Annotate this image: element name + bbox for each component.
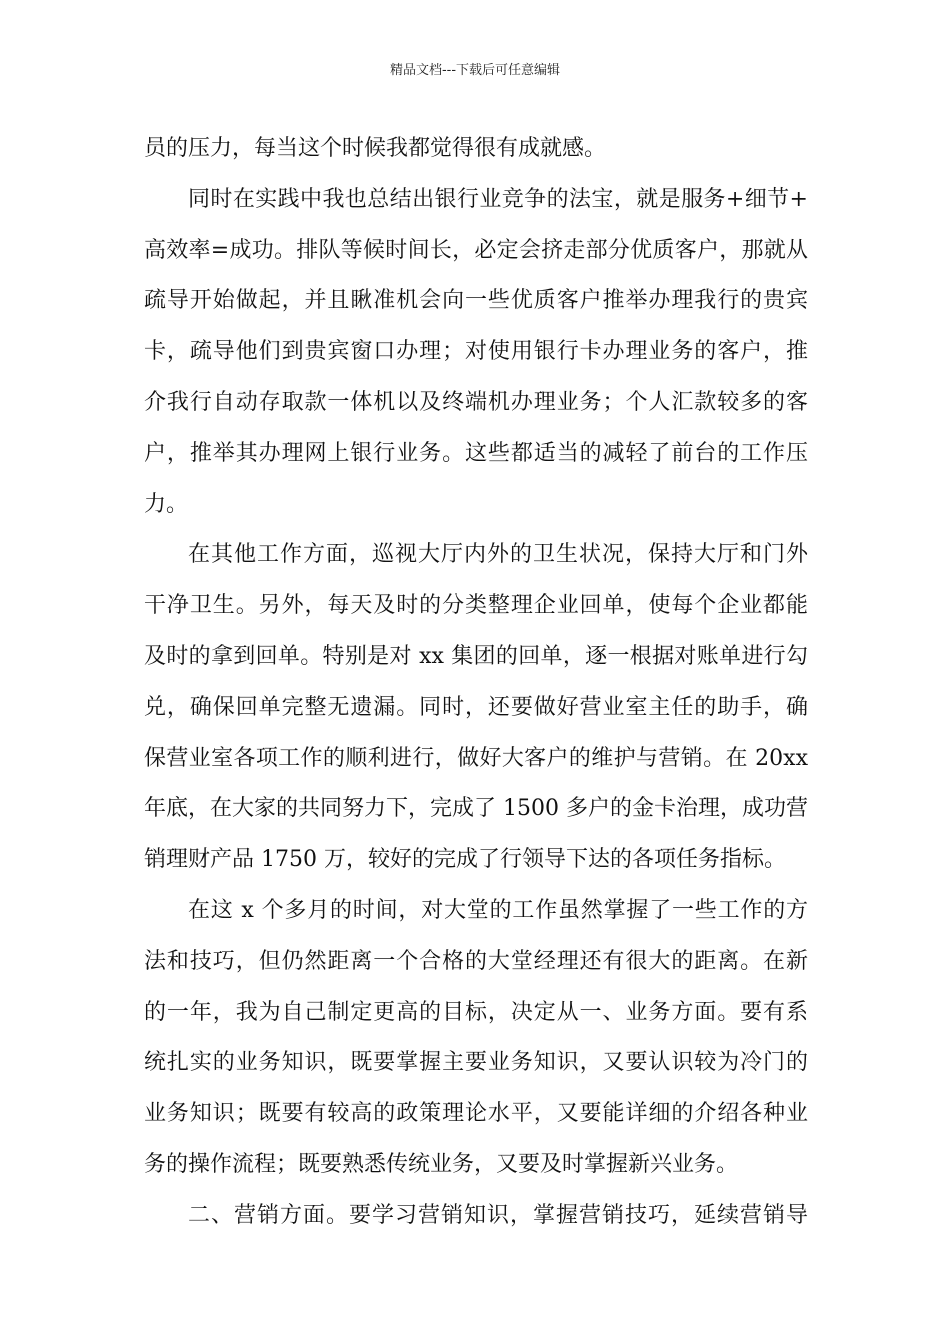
text-line: 务的操作流程；既要熟悉传统业务，又要及时掌握新兴业务。 <box>144 1151 739 1177</box>
text-line: 销理财产品 1750 万，较好的完成了行领导下达的各项任务指标。 <box>144 847 786 873</box>
text-line: 的一年，我为自己制定更高的目标，决定从一、业务方面。要有系 <box>144 999 808 1025</box>
text-line: 业务知识；既要有较高的政策理论水平，又要能详细的介绍各种业 <box>144 1101 808 1127</box>
document-body <box>144 124 808 1242</box>
text-line: 兑，确保回单完整无遗漏。同时，还要做好营业室主任的助手，确 <box>144 694 808 720</box>
page-header: 精品文档---下载后可任意编辑 <box>389 63 561 78</box>
text-line: 同时在实践中我也总结出银行业竞争的法宝，就是服务+细节+ <box>188 186 808 212</box>
text-line: 高效率=成功。排队等候时间长，必定会挤走部分优质客户，那就从 <box>144 237 808 263</box>
text-line: 法和技巧，但仍然距离一个合格的大堂经理还有很大的距离。在新 <box>144 948 808 974</box>
text-line: 统扎实的业务知识，既要掌握主要业务知识，又要认识较为冷门的 <box>144 1050 808 1076</box>
text-line: 在这 x 个多月的时间，对大堂的工作虽然掌握了一些工作的方 <box>188 897 808 923</box>
text-line: 在其他工作方面，巡视大厅内外的卫生状况，保持大厅和门外 <box>188 542 808 568</box>
text-line: 疏导开始做起，并且瞅准机会向一些优质客户推举办理我行的贵宾 <box>144 288 808 314</box>
text-line: 员的压力，每当这个时候我都觉得很有成就感。 <box>144 136 607 161</box>
text-line: 年底，在大家的共同努力下，完成了 1500 多户的金卡治理，成功营 <box>144 796 808 822</box>
text-line: 介我行自动存取款一体机以及终端机办理业务；个人汇款较多的客 <box>144 389 808 415</box>
text-line: 保营业室各项工作的顺利进行，做好大客户的维护与营销。在 20xx <box>144 745 808 771</box>
text-line: 力。 <box>144 491 189 517</box>
text-line: 卡，疏导他们到贵宾窗口办理；对使用银行卡办理业务的客户，推 <box>144 339 808 365</box>
text-line: 干净卫生。另外，每天及时的分类整理企业回单，使每个企业都能 <box>144 593 808 619</box>
text-line: 户，推举其办理网上银行业务。这些都适当的减轻了前台的工作压 <box>144 440 808 466</box>
text-line: 及时的拿到回单。特别是对 xx 集团的回单，逐一根据对账单进行勾 <box>144 643 808 669</box>
text-line: 二、营销方面。要学习营销知识，掌握营销技巧，延续营销导 <box>188 1202 808 1228</box>
